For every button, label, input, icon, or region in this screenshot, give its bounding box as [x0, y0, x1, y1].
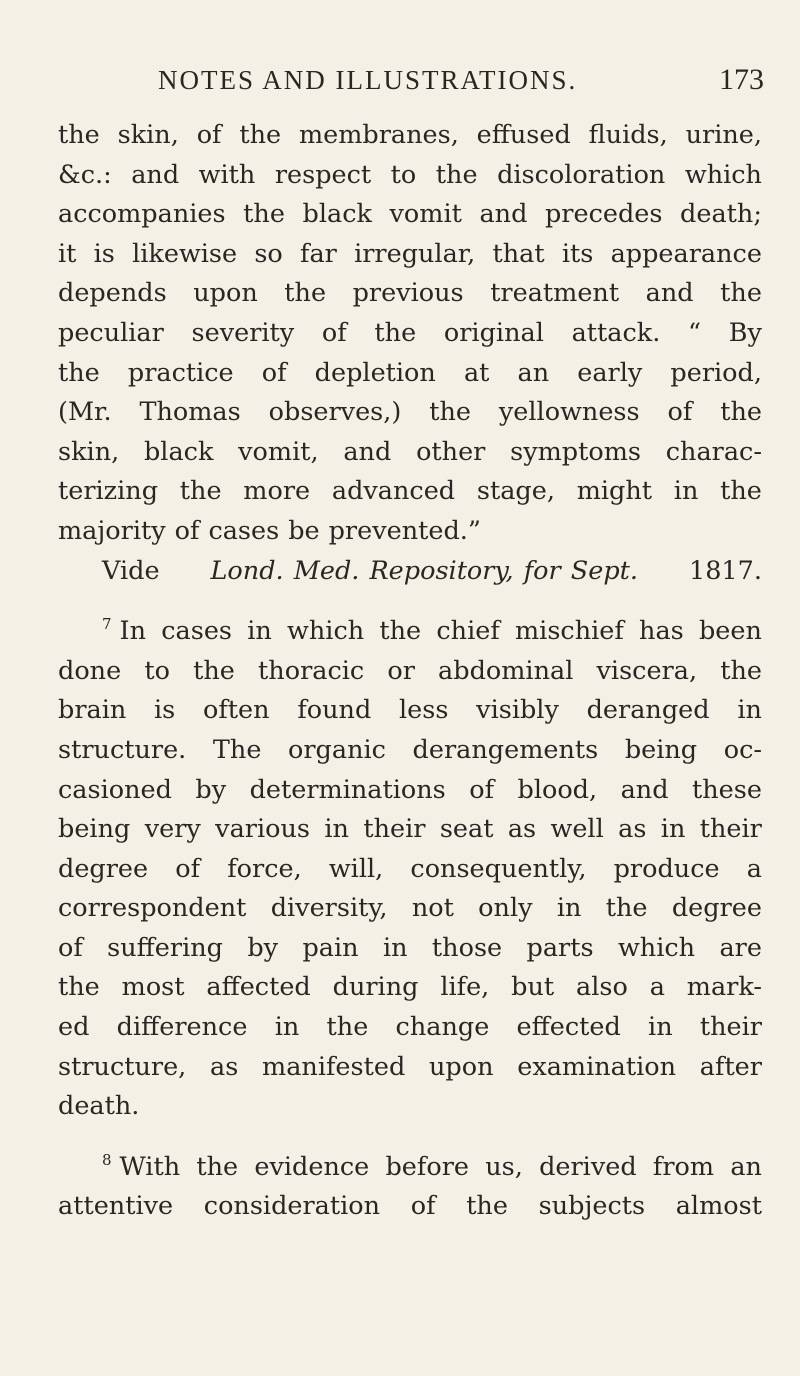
citation-line [58, 552, 762, 592]
word: produce [613, 853, 720, 884]
word: the [58, 972, 100, 1003]
text-line [58, 512, 762, 552]
word: or [387, 655, 415, 686]
word: mark- [686, 972, 762, 1003]
word: subjects [538, 1191, 646, 1222]
word: visibly [476, 695, 559, 726]
word: found [297, 695, 372, 726]
running-title: NOTES AND ILLUSTRATIONS. [158, 65, 578, 95]
word: charac- [665, 436, 762, 467]
word: life, [440, 972, 490, 1003]
word: at [463, 357, 490, 388]
word: attentive [58, 1191, 174, 1222]
word: force, [227, 853, 302, 884]
word: during [332, 972, 419, 1003]
word: correspondent [58, 893, 247, 924]
text-line [58, 1187, 762, 1227]
word: us, [485, 1151, 523, 1182]
word: manifested [262, 1051, 406, 1082]
word: depletion [314, 357, 436, 388]
word: only [478, 893, 533, 924]
word: is [93, 238, 115, 269]
word: their [363, 814, 426, 845]
word: diversity, [270, 893, 388, 924]
word: yellowness [498, 397, 640, 428]
word: severity [191, 317, 295, 348]
word: less [399, 695, 449, 726]
word: degree [58, 853, 149, 884]
word: suffering [107, 932, 223, 963]
word: black [143, 436, 214, 467]
word: as [618, 814, 647, 845]
text-line [58, 771, 762, 811]
word: in [274, 1012, 300, 1043]
citation-vide: Vide [102, 555, 160, 586]
word: upon [193, 278, 258, 309]
word: examination [517, 1051, 677, 1082]
word: likewise [132, 238, 238, 269]
text-line [58, 156, 762, 196]
word: the [239, 120, 282, 150]
word: done [58, 655, 122, 686]
word: structure, [58, 1051, 187, 1082]
word: terizing [58, 476, 159, 507]
word: vomit, [238, 436, 319, 467]
word: (Mr. [58, 397, 112, 428]
word: to [390, 159, 417, 190]
word: its [561, 238, 594, 269]
word: and [343, 436, 392, 467]
word: of [175, 853, 201, 884]
text-line [58, 274, 762, 314]
text-line [58, 652, 762, 692]
word: seat [439, 814, 494, 845]
word: observes,) [268, 397, 402, 428]
word: of [174, 515, 200, 546]
word: of [667, 397, 693, 428]
word: previous [352, 278, 464, 309]
word: the [720, 655, 762, 686]
word: membranes, [298, 120, 459, 150]
footnote-7-first-line [58, 612, 762, 652]
word: peculiar [58, 317, 164, 348]
word: casioned [58, 774, 172, 805]
word: of [261, 357, 287, 388]
word: fluids, [588, 120, 668, 150]
word: of [410, 1191, 436, 1222]
word: the [58, 120, 100, 150]
word: urine, [685, 120, 762, 150]
word: organic [288, 734, 386, 765]
word: death; [680, 199, 762, 230]
word: depends [58, 278, 167, 309]
word: in [648, 1012, 673, 1043]
word: which [287, 616, 365, 647]
word: derangements [412, 734, 599, 765]
text-line [58, 889, 762, 929]
word: skin, [58, 436, 120, 467]
word: vomit [389, 199, 462, 230]
text-line [58, 314, 762, 354]
text-line [58, 731, 762, 771]
running-head [158, 60, 764, 100]
text-line [58, 810, 762, 850]
word: and [131, 159, 180, 190]
word: consideration [203, 1191, 381, 1222]
word: respect [274, 159, 372, 190]
word: precedes [544, 199, 663, 230]
word: be [288, 515, 320, 546]
word: the [243, 199, 285, 230]
word: majority [58, 515, 166, 546]
word: the [720, 278, 762, 309]
word: the [466, 1191, 508, 1222]
word: those [431, 932, 503, 963]
word: thoracic [258, 655, 365, 686]
word: being [58, 814, 131, 845]
word: brain [58, 695, 127, 726]
word: their [699, 814, 762, 845]
word: irregular, [354, 238, 476, 269]
word: oc- [723, 734, 762, 765]
word: the [326, 1012, 369, 1043]
word: cases [161, 616, 233, 647]
text-line [58, 850, 762, 890]
word: which [684, 159, 762, 190]
word: original [443, 317, 544, 348]
word: by [195, 774, 227, 805]
word: treatment [490, 278, 620, 309]
word: more [243, 476, 311, 507]
word: &c.: [58, 159, 112, 190]
text-line [58, 433, 762, 473]
word: been [698, 616, 762, 647]
word: pain [302, 932, 359, 963]
citation-year: 1817. [688, 555, 762, 586]
word: most [121, 972, 185, 1003]
text-line [58, 968, 762, 1008]
word: of [321, 317, 347, 348]
word: a [649, 972, 665, 1003]
word: the [720, 476, 762, 507]
word: is [154, 695, 176, 726]
word: an [517, 357, 550, 388]
word: the [720, 397, 762, 428]
word: but [511, 972, 555, 1003]
word: By [728, 317, 762, 348]
page-number: 173 [719, 63, 764, 96]
word: structure. [58, 734, 187, 765]
word: as [210, 1051, 239, 1082]
word: black [302, 199, 372, 230]
word: are [719, 932, 762, 963]
word: and [479, 199, 528, 230]
text-line [58, 472, 762, 512]
word: skin, [117, 120, 179, 150]
word: the [435, 159, 478, 190]
word: often [203, 695, 270, 726]
word: practice [127, 357, 234, 388]
word: in [556, 893, 582, 924]
word: with [198, 159, 256, 190]
text-line [58, 1008, 762, 1048]
word: of [469, 774, 495, 805]
text-line [58, 195, 762, 235]
word: viscera, [596, 655, 698, 686]
word: the [196, 1151, 239, 1182]
word: from [652, 1151, 715, 1182]
word: in [382, 932, 408, 963]
word: an [730, 1151, 762, 1182]
word: consequently, [410, 853, 587, 884]
word: discoloration [497, 159, 666, 190]
word: accompanies [58, 199, 226, 230]
word: the [429, 397, 471, 428]
word: the [179, 476, 222, 507]
footnote-marker: 8 [102, 1150, 112, 1169]
word: early [577, 357, 643, 388]
word: advanced [331, 476, 456, 507]
word: very [144, 814, 201, 845]
word: of [58, 932, 83, 963]
word: and [620, 774, 669, 805]
text-line [58, 235, 762, 275]
word: will, [328, 853, 384, 884]
word: the [193, 655, 235, 686]
word: so [254, 238, 283, 269]
word: chief [436, 616, 500, 647]
footnote-7-words [120, 612, 762, 652]
word: change [395, 1012, 490, 1043]
word: in [673, 476, 699, 507]
word: of [196, 120, 222, 150]
word: other [416, 436, 486, 467]
body-text [58, 116, 762, 1227]
word: their [699, 1012, 762, 1043]
word: Thomas [139, 397, 241, 428]
word: and [645, 278, 694, 309]
word: in [247, 616, 272, 647]
footnote-marker: 7 [102, 615, 112, 634]
word: cases [208, 515, 280, 546]
footnote-8-words [120, 1148, 762, 1188]
word: blood, [517, 774, 598, 805]
word: With [119, 1151, 181, 1182]
text-line [58, 1048, 762, 1088]
word: the [605, 893, 648, 924]
word: these [692, 774, 762, 805]
word: death. [58, 1091, 140, 1122]
word: in [324, 814, 349, 845]
word: the [58, 357, 100, 388]
word: before [385, 1151, 469, 1182]
word: far [300, 238, 337, 269]
word: in [737, 695, 762, 726]
word: almost [675, 1191, 762, 1222]
word: as [507, 814, 537, 845]
word: by [247, 932, 279, 963]
word: evidence [254, 1151, 370, 1182]
word: parts [526, 932, 594, 963]
text-line [58, 1087, 762, 1127]
text-line [58, 393, 762, 433]
word: in [660, 814, 686, 845]
word: that [492, 238, 545, 269]
word: determinations [249, 774, 446, 805]
word: deranged [586, 695, 710, 726]
word: symptoms [510, 436, 641, 467]
word: prevented.” [328, 515, 481, 546]
word: various [215, 814, 310, 845]
word: which [617, 932, 696, 963]
word: derived [539, 1151, 637, 1182]
word: a [746, 853, 762, 884]
word: affected [206, 972, 311, 1003]
word: might [576, 476, 653, 507]
word: ed [58, 1012, 90, 1043]
word: mischief [514, 616, 624, 647]
word: the [379, 616, 422, 647]
word: period, [670, 357, 762, 388]
word: abdominal [438, 655, 574, 686]
word: effected [516, 1012, 621, 1043]
text-line [58, 691, 762, 731]
word: the [374, 317, 417, 348]
word: has [639, 616, 684, 647]
word: In [119, 616, 147, 647]
text-line [58, 354, 762, 394]
word: also [576, 972, 628, 1003]
word: stage, [476, 476, 555, 507]
word: being [624, 734, 698, 765]
word: the [284, 278, 327, 309]
word: appearance [610, 238, 762, 269]
word: The [212, 734, 262, 765]
word: difference [116, 1012, 248, 1043]
footnote-8-first-line [58, 1148, 762, 1188]
citation-journal: Lond. Med. Repository, for Sept. [210, 555, 639, 586]
word: after [699, 1051, 762, 1082]
word: “ [688, 317, 702, 348]
word: attack. [571, 317, 661, 348]
text-line [58, 116, 762, 156]
word: not [411, 893, 454, 924]
word: to [144, 655, 170, 686]
text-line [58, 929, 762, 969]
word: upon [429, 1051, 494, 1082]
word: well [550, 814, 604, 845]
word: degree [671, 893, 762, 924]
word: effused [476, 120, 571, 150]
word: it [58, 238, 77, 269]
